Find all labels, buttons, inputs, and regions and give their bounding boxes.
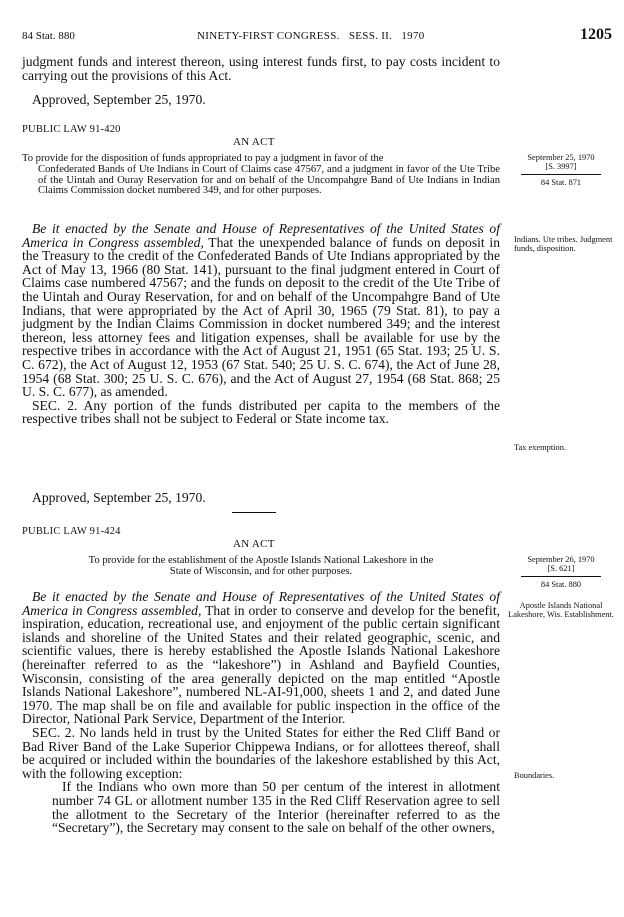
approved-line-1: Approved, September 25, 1970. [32,92,206,107]
public-law-number-2: PUBLIC LAW 91-424 [22,526,121,537]
margin-note-boundaries: Boundaries. [514,771,555,780]
act-heading-2: AN ACT [233,538,275,550]
page-header [22,26,612,48]
margin-note-tax: Tax exemption. [514,443,566,452]
section-rule [232,512,276,513]
exception-clause: If the Indians who own more than 50 per centum of the interest in allotment number 74 GL or allotment number 135 in the Red Cliff Reservation agree to sell the allotment to the Secretary of the Interior (hereinafter referred to as the “Secretary”), the Secretary may consent to the sale on behalf of the other owners, [52,779,500,836]
enacting-clause-2: Be it enacted by the Senate and House of Representatives of the United States of America in Congress assembled, That in order to conserve and develop for the benefit, inspiration, education, recreational use, and enjoyment of the public certain significant islands and shoreline of the United States and their related geographic, scenic, and scientific values, there is hereby established the Apostle Islands National Lakeshore (hereinafter referred to as the “lakeshore”) in Ashland and Bayfield Counties, Wisconsin, consisting of the area generally depicted on the map entitled “Apostle Islands National Lakeshore”, numbered NL-AI-91,000, sheets 1 and 2, and dated June 1970. The map shall be on file and available for public inspection in the office of the Director, National Park Service, Department of the Interior. SEC. 2. No lands held in trust by the United States for either the Red Cliff Band or Bad River Band of the Lake Superior Chippewa Indians, or for allottees thereof, shall be acquired or included within the boundaries of the lakeshore established by this Act, with the following exception: If the Indians who own more than 50 per centum of the interest in allotment number 74 GL or allotment number 135 in the Red Cliff Reservation agree to sell the allotment to the Secretary of the Interior (hereinafter referred to as the “Secretary”), the Secretary may consent to the sale on behalf of the other owners, [22,589,500,836]
margin-stat: 84 Stat. 871 [540,177,582,187]
margin-note-lakeshore: Apostle Islands National Lakeshore, Wis. Establishment. [508,601,614,619]
enacting-formula: Be it enacted by the Senate and House of Representatives of the United States of America in Congress assembled, [22,221,500,250]
margin-rule-2 [521,576,601,577]
margin-date-block-2 [505,556,617,589]
margin-stat-2: 84 Stat. 880 [540,579,582,589]
section-2-lakeshore: SEC. 2. No lands held in trust by the United States for either the Red Cliff Band or Bad River Band of the Lake Superior Chippewa Indians, or for allottees thereof, shall be acquired or included within the boundaries of the lakeshore established by this Act, with the following exception: [22,724,500,781]
public-law-number: PUBLIC LAW 91-420 [22,124,121,135]
act-heading: AN ACT [233,136,275,148]
enacting-clause: Be it enacted by the Senate and House of Representatives of the United States of America in Congress assembled, That the unexpended balance of funds on deposit in the Treasury to the credit of the Confederated Bands of Ute Indians appropriated by the Act of May 13, 1966 (80 Stat. 141), pursuant to the final judgment entered in Court of Claims case numbered 47567; and the funds on deposit to the credit of the Ute Tribe of the Uintah and Ouray Reservation, for and on behalf of the Uncompahgre Band of Ute Indians, that were appropriated by the Act of April 30, 1965 (79 Stat. 81), to pay a judgment by the Indian Claims Commission in docket numbered 349; and the interest thereon, less attorney fees and litigation expenses, shall be available for use by the respective tribes in accordance with the Act of August 21, 1951 (65 Stat. 193; 25 U. S. C. 672), the Act of August 12, 1953 (67 Stat. 540; 25 U. S. C. 674), the Act of June 28, 1954 (68 Stat. 300; 25 U. S. C. 676), and the Act of August 27, 1954 (68 Stat. 868; 25 U. S. C. 677), as amended. SEC. 2. Any portion of the funds distributed per capita to the members of the respective tribes shall not be subject to Federal or State income tax. [22,221,500,427]
section-2: SEC. 2. Any portion of the funds distributed per capita to the members of the respective tribes shall not be subject to Federal or State income tax. [22,397,500,427]
margin-rule [521,174,601,175]
continuation-text: judgment funds and interest thereon, using interest funds first, to pay costs incident to carrying out the provisions of this Act. [22,54,500,83]
margin-date-2: September 26, 1970 [527,555,595,564]
approved-line-2: Approved, September 25, 1970. [32,490,206,505]
margin-date-block [505,154,617,187]
enacting-formula-2: Be it enacted by the Senate and House of Representatives of the United States of America in Congress assembled, [22,589,500,618]
margin-note-indians: Indians. Ute tribes. Judgment funds, disposition. [514,235,613,253]
margin-date: September 25, 1970 [527,153,595,162]
stat-reference: 84 Stat. 880 [22,30,75,42]
act-purpose-2: To provide for the establishment of the Apostle Islands National Lakeshore in the State of Wisconsin, and for other purposes. [88,555,434,577]
page-number: 1205 [580,26,612,43]
running-title: NINETY-FIRST CONGRESS. SESS. II. 1970 [197,30,425,42]
margin-bill-number: [S. 3997] [545,161,577,171]
act-purpose: To provide for the disposition of funds appropriated to pay a judgment in favor of the Confederated Bands of Ute Indians in Court of Claims case 47567, and a judgment in favor of the Ute Tribe of the Uintah and Ouray Reservation for and on behalf of the Uncompahgre Band of Ute Indians in Indian Claims Commission docket numbered 349, and for other purposes. [22,153,500,197]
margin-bill-number-2: [S. 621] [547,563,575,573]
